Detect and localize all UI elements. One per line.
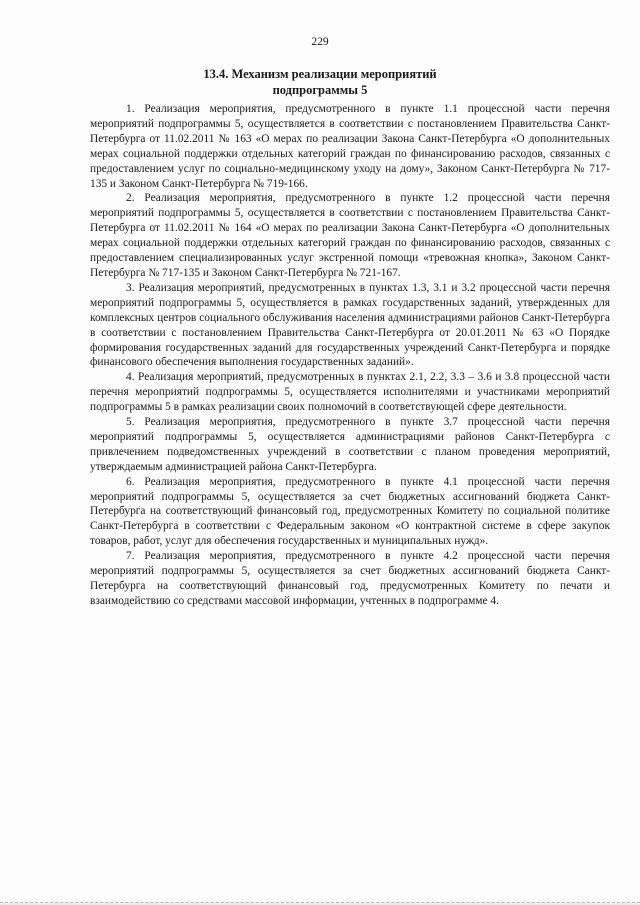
section-title-line-2: подпрограммы 5 [272, 83, 368, 97]
document-body [90, 102, 610, 609]
paragraph-3: 3. Реализация мероприятий, предусмотренных в пунктах 1.3, 3.1 и 3.2 процессной части перечня мероприятий подпрограммы 5, осуществляется в рамках государственных заданий, утвержденных для комплексных центров социального обслуживания населения администрациями районов Санкт-Петербурга в соответствии с постановлением Правительства Санкт-Петербурга от 20.01.2011 № 63 «О Порядке формирования государственных заданий для государственных учреждений Санкт-Петербурга и порядке финансового обеспечения выполнения государственных заданий». [90, 281, 610, 369]
section-title [0, 66, 640, 98]
paragraph-6: 6. Реализация мероприятия, предусмотренного в пункте 4.1 процессной части перечня мероприятий подпрограммы 5, осуществляется за счет бюджетных ассигнований бюджета Санкт-Петербурга на соответствующий финансовый год, предусмотренных Комитету по социальной политике Санкт-Петербурга в соответствии с Федеральным законом «О контрактной системе в сфере закупок товаров, работ, услуг для обеспечения государственных и муниципальных нужд». [90, 475, 610, 548]
paragraph-5: 5. Реализация мероприятия, предусмотренного в пункте 3.7 процессной части перечня мероприятий подпрограммы 5, осуществляется администрациями районов Санкт-Петербурга с привлечением подведомственных учреждений в соответствии с планом проведения мероприятий, утверждаемым администрацией района Санкт-Петербурга. [90, 416, 610, 473]
paragraph-7: 7. Реализация мероприятия, предусмотренного в пункте 4.2 процессной части перечня мероприятий подпрограммы 5, осуществляется за счет бюджетных ассигнований бюджета Санкт-Петербурга на соответствующий финансовый год, предусмотренных Комитету по печати и взаимодействию со средствами массовой информации, учтенных в подпрограмме 4. [90, 550, 610, 607]
paragraph-1: 1. Реализация мероприятия, предусмотренного в пункте 1.1 процессной части перечня мероприятий подпрограммы 5, осуществляется в соответствии с постановлением Правительства Санкт-Петербурга от 11.02.2011 № 163 «О мерах по реализации Закона Санкт-Петербурга «О дополнительных мерах социальной поддержки отдельных категорий граждан по финансированию расходов, связанных с предоставлением услуг по социально-медицинскому уходу на дому», Законом Санкт-Петербурга № 717-135 и Законом Санкт-Петербурга № 719-166. [90, 103, 610, 190]
page-number: 229 [311, 36, 329, 48]
section-title-line-1: 13.4. Механизм реализации мероприятий [203, 67, 437, 81]
scan-bottom-marks [0, 900, 640, 903]
paragraph-4: 4. Реализация мероприятий, предусмотренных в пунктах 2.1, 2.2, 3.3 – 3.6 и 3.8 процессной части перечня мероприятий подпрограммы 5, осуществляется исполнителями и участниками мероприятий подпрограммы 5 в рамках реализации своих полномочий в соответствующей сфере деятельности. [90, 371, 610, 414]
paragraph-2: 2. Реализация мероприятия, предусмотренного в пункте 1.2 процессной части перечня мероприятий подпрограммы 5, осуществляется в соответствии с постановлением Правительства Санкт-Петербурга от 11.02.2011 № 164 «О мерах по реализации Закона Санкт-Петербурга «О дополнительных мерах социальной поддержки отдельных категорий граждан по финансированию расходов, связанных с предоставлением специализированных услуг экстренной помощи «тревожная кнопка», Законом Санкт-Петербурга № 717-135 и Законом Санкт-Петербурга № 721-167. [90, 192, 610, 279]
